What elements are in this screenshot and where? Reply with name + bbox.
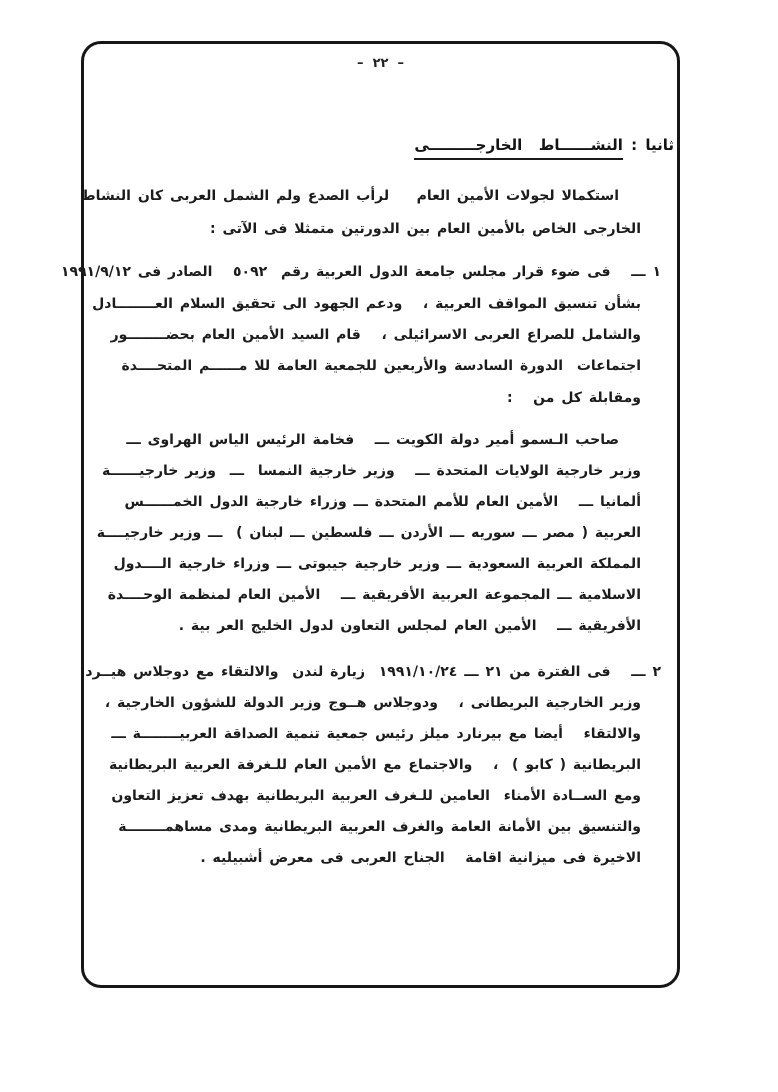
list-item-2-line: ٢ ـــ فى الفترة من ٢١ ـــ ١٩٩١/١٠/٢٤ زيارة لندن والالتقاء مع دوجلاس هيــرد [85, 664, 661, 680]
heading-title: النشــــــاط الخارجـــــــــى [414, 136, 623, 160]
page-number: – ٢٢ – [357, 56, 404, 71]
heading-label: ثانيا : [631, 136, 674, 154]
list-item-1-line: اجتماعات الدورة السادسة والأربعين للجمعية العامة للا مــــــم المتحــــدة [121, 358, 641, 374]
list-item-2-line: البريطانية ( كابو ) ، والاجتماع مع الأمين العام للـغرفة العربية البريطانية [109, 757, 641, 773]
list-item-2-line: والتنسيق بين الأمانة العامة والغرف العربية البريطانية ومدى مساهمــــــــة [118, 819, 641, 835]
list-item-1-line: ١ ـــ فى ضوء قرار مجلس جامعة الدول العربية رقم ٥٠٩٢ الصادر فى ١٩٩١/٩/١٢ [60, 264, 661, 280]
list-item-2-line: ومع الســادة الأمناء العامين للـغرف العربية البريطانية بهدف تعزيز التعاون [111, 788, 641, 804]
text-line: الخارجى الخاص بالأمين العام بين الدورتين متمثلا فى الآتى : [210, 221, 641, 237]
list-item-1-line: ومقابلة كل من : [506, 390, 641, 406]
page-border-frame [60, 41, 680, 988]
meetings-line: صاحب الـسمو أمير دولة الكويت ـــ فخامة الرئيس الياس الهراوى ـــ [126, 432, 619, 448]
meetings-line: ألمانيا ـــ الأمين العام للأمم المتحدة ـــ وزراء خارجية الدول الخمــــــس [124, 494, 641, 510]
list-item-1-line: بشأن تنسيق المواقف العربية ، ودعم الجهود الى تحقيق السلام العــــــــادل [92, 296, 641, 312]
meetings-line: العربية ( مصر ـــ سوريه ـــ الأردن ـــ فلسطين ـــ لبنان ) ـــ وزير خارجيــــة [96, 525, 641, 541]
meetings-line: وزير خارجية الولايات المتحدة ـــ وزير خارجية النمسا ـــ وزير خارجيــــــة [101, 463, 641, 479]
section-heading [414, 136, 674, 154]
list-item-2-line: وزير الخارجية البريطانى ، ودوجلاس هــوج وزير الدولة للشؤون الخارجية ، [104, 695, 641, 711]
meetings-line: الاسلامية ـــ المجموعة العربية الأفريقية ـــ الأمين العام لمنظمة الوحــــدة [107, 587, 641, 603]
text-line: استكمالا لجولات الأمين العام لرأب الصدع ولم الشمل العربى كان النشاط [81, 188, 619, 204]
list-item-2-line: والالتقاء أيضا مع بيرنارد ميلز رئيس جمعية تنمية الصداقة العربيــــــــة ـــ [111, 726, 641, 742]
meetings-line: الأفريقية ـــ الأمين العام لمجلس التعاون لدول الخليج العر بية . [178, 618, 641, 634]
list-item-2-line: الاخيرة فى ميزانية اقامة الجناح العربى فى معرض أشبيليه . [200, 850, 641, 866]
list-item-1-line: والشامل للصراع العربى الاسرائيلى ، قام السيد الأمين العام بحضــــــــور [110, 327, 641, 343]
meetings-line: المملكة العربية السعودية ـــ وزير خارجية جيبوتى ـــ وزراء خارجية الــــدول [113, 556, 641, 572]
